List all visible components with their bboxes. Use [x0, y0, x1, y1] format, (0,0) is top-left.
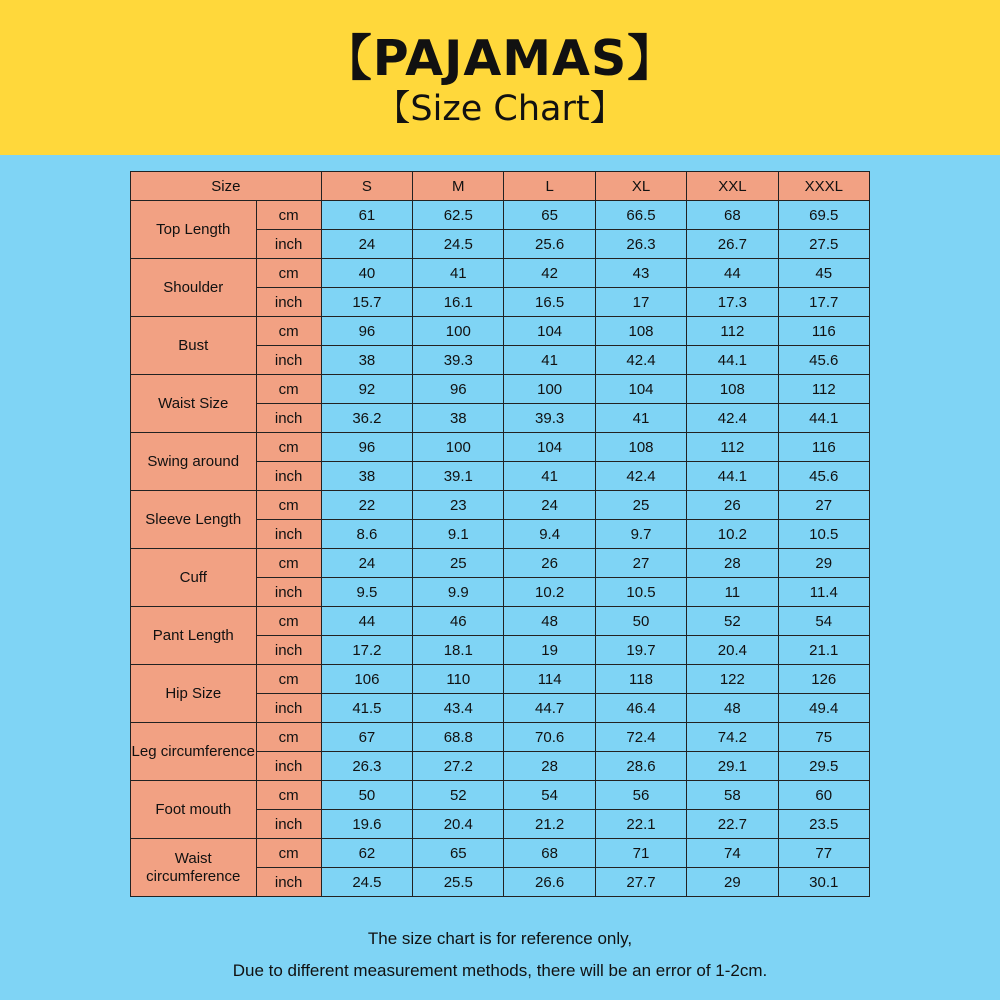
value-cell: 74	[687, 839, 778, 868]
value-cell: 52	[687, 607, 778, 636]
unit-cell: inch	[256, 462, 321, 491]
value-cell: 112	[687, 317, 778, 346]
value-cell: 15.7	[321, 288, 412, 317]
value-cell: 108	[687, 375, 778, 404]
value-cell: 68	[504, 839, 595, 868]
value-cell: 100	[413, 317, 504, 346]
value-cell: 68.8	[413, 723, 504, 752]
value-cell: 44	[687, 259, 778, 288]
value-cell: 16.5	[504, 288, 595, 317]
table-row	[131, 317, 870, 346]
value-cell: 52	[413, 781, 504, 810]
value-cell: 41	[413, 259, 504, 288]
unit-cell: cm	[256, 491, 321, 520]
footnotes	[0, 923, 1000, 988]
footnote-line-1: The size chart is for reference only,	[367, 929, 633, 948]
value-cell: 28	[504, 752, 595, 781]
value-cell: 62.5	[413, 201, 504, 230]
table-row	[131, 433, 870, 462]
table-row	[131, 201, 870, 230]
value-cell: 39.3	[413, 346, 504, 375]
value-cell: 100	[504, 375, 595, 404]
value-cell: 41	[504, 346, 595, 375]
value-cell: 49.4	[778, 694, 869, 723]
value-cell: 71	[595, 839, 686, 868]
value-cell: 29.5	[778, 752, 869, 781]
value-cell: 44.1	[687, 462, 778, 491]
table-row	[131, 491, 870, 520]
column-header-s: S	[321, 172, 412, 201]
value-cell: 56	[595, 781, 686, 810]
value-cell: 61	[321, 201, 412, 230]
value-cell: 126	[778, 665, 869, 694]
value-cell: 8.6	[321, 520, 412, 549]
column-header-l: L	[504, 172, 595, 201]
value-cell: 17.2	[321, 636, 412, 665]
value-cell: 22.1	[595, 810, 686, 839]
value-cell: 23.5	[778, 810, 869, 839]
unit-cell: cm	[256, 375, 321, 404]
value-cell: 20.4	[413, 810, 504, 839]
unit-cell: cm	[256, 259, 321, 288]
value-cell: 48	[504, 607, 595, 636]
row-label: Pant Length	[131, 607, 257, 665]
value-cell: 116	[778, 433, 869, 462]
value-cell: 11	[687, 578, 778, 607]
value-cell: 108	[595, 433, 686, 462]
size-chart-table	[130, 171, 870, 897]
row-label: Bust	[131, 317, 257, 375]
value-cell: 10.5	[595, 578, 686, 607]
value-cell: 66.5	[595, 201, 686, 230]
unit-cell: inch	[256, 752, 321, 781]
value-cell: 38	[321, 346, 412, 375]
value-cell: 74.2	[687, 723, 778, 752]
value-cell: 25.6	[504, 230, 595, 259]
value-cell: 11.4	[778, 578, 869, 607]
value-cell: 20.4	[687, 636, 778, 665]
unit-cell: inch	[256, 520, 321, 549]
value-cell: 9.9	[413, 578, 504, 607]
unit-cell: inch	[256, 578, 321, 607]
size-chart-table-wrap	[130, 171, 870, 897]
table-row	[131, 259, 870, 288]
unit-cell: cm	[256, 607, 321, 636]
unit-cell: inch	[256, 810, 321, 839]
value-cell: 27.2	[413, 752, 504, 781]
value-cell: 19	[504, 636, 595, 665]
value-cell: 42	[504, 259, 595, 288]
value-cell: 108	[595, 317, 686, 346]
value-cell: 39.1	[413, 462, 504, 491]
value-cell: 30.1	[778, 868, 869, 897]
value-cell: 9.1	[413, 520, 504, 549]
value-cell: 27.5	[778, 230, 869, 259]
value-cell: 27	[778, 491, 869, 520]
value-cell: 70.6	[504, 723, 595, 752]
row-label: Top Length	[131, 201, 257, 259]
unit-cell: inch	[256, 404, 321, 433]
value-cell: 65	[413, 839, 504, 868]
value-cell: 28.6	[595, 752, 686, 781]
value-cell: 38	[321, 462, 412, 491]
column-header-m: M	[413, 172, 504, 201]
value-cell: 46	[413, 607, 504, 636]
row-label: Shoulder	[131, 259, 257, 317]
value-cell: 116	[778, 317, 869, 346]
value-cell: 26	[504, 549, 595, 578]
value-cell: 41	[595, 404, 686, 433]
row-label: Cuff	[131, 549, 257, 607]
value-cell: 44.1	[778, 404, 869, 433]
unit-cell: inch	[256, 230, 321, 259]
value-cell: 24.5	[321, 868, 412, 897]
row-label: Sleeve Length	[131, 491, 257, 549]
value-cell: 24	[321, 549, 412, 578]
unit-cell: inch	[256, 694, 321, 723]
unit-cell: inch	[256, 346, 321, 375]
value-cell: 45.6	[778, 462, 869, 491]
value-cell: 36.2	[321, 404, 412, 433]
value-cell: 43	[595, 259, 686, 288]
row-label: Swing around	[131, 433, 257, 491]
value-cell: 48	[687, 694, 778, 723]
value-cell: 65	[504, 201, 595, 230]
value-cell: 50	[595, 607, 686, 636]
value-cell: 104	[504, 317, 595, 346]
table-row	[131, 781, 870, 810]
value-cell: 42.4	[595, 462, 686, 491]
page-title: 【PAJAMAS】	[322, 30, 678, 88]
value-cell: 41.5	[321, 694, 412, 723]
value-cell: 122	[687, 665, 778, 694]
table-head	[131, 172, 870, 201]
value-cell: 42.4	[687, 404, 778, 433]
unit-cell: cm	[256, 781, 321, 810]
value-cell: 106	[321, 665, 412, 694]
value-cell: 19.7	[595, 636, 686, 665]
row-label: Hip Size	[131, 665, 257, 723]
unit-cell: cm	[256, 201, 321, 230]
column-header-xxxl: XXXL	[778, 172, 869, 201]
header-banner	[0, 0, 1000, 155]
unit-cell: inch	[256, 636, 321, 665]
value-cell: 72.4	[595, 723, 686, 752]
table-row	[131, 549, 870, 578]
value-cell: 26	[687, 491, 778, 520]
value-cell: 10.2	[687, 520, 778, 549]
value-cell: 29.1	[687, 752, 778, 781]
value-cell: 17.3	[687, 288, 778, 317]
footnote-line-2: Due to different measurement methods, there will be an error of 1-2cm.	[232, 961, 768, 981]
value-cell: 104	[595, 375, 686, 404]
value-cell: 104	[504, 433, 595, 462]
value-cell: 25.5	[413, 868, 504, 897]
value-cell: 96	[321, 433, 412, 462]
value-cell: 26.3	[321, 752, 412, 781]
unit-cell: cm	[256, 723, 321, 752]
value-cell: 44.1	[687, 346, 778, 375]
table-row	[131, 723, 870, 752]
value-cell: 96	[321, 317, 412, 346]
unit-cell: cm	[256, 665, 321, 694]
value-cell: 112	[778, 375, 869, 404]
value-cell: 26.3	[595, 230, 686, 259]
column-header-xxl: XXL	[687, 172, 778, 201]
value-cell: 27.7	[595, 868, 686, 897]
value-cell: 9.4	[504, 520, 595, 549]
row-label: Foot mouth	[131, 781, 257, 839]
value-cell: 26.7	[687, 230, 778, 259]
value-cell: 44	[321, 607, 412, 636]
value-cell: 44.7	[504, 694, 595, 723]
value-cell: 58	[687, 781, 778, 810]
value-cell: 42.4	[595, 346, 686, 375]
value-cell: 112	[687, 433, 778, 462]
value-cell: 18.1	[413, 636, 504, 665]
table-row	[131, 839, 870, 868]
unit-cell: cm	[256, 317, 321, 346]
value-cell: 41	[504, 462, 595, 491]
table-header-row	[131, 172, 870, 201]
value-cell: 21.2	[504, 810, 595, 839]
value-cell: 9.7	[595, 520, 686, 549]
value-cell: 16.1	[413, 288, 504, 317]
value-cell: 23	[413, 491, 504, 520]
value-cell: 22.7	[687, 810, 778, 839]
value-cell: 67	[321, 723, 412, 752]
value-cell: 46.4	[595, 694, 686, 723]
value-cell: 77	[778, 839, 869, 868]
value-cell: 45.6	[778, 346, 869, 375]
value-cell: 69.5	[778, 201, 869, 230]
value-cell: 17	[595, 288, 686, 317]
value-cell: 96	[413, 375, 504, 404]
unit-cell: cm	[256, 839, 321, 868]
unit-cell: cm	[256, 549, 321, 578]
value-cell: 40	[321, 259, 412, 288]
value-cell: 24.5	[413, 230, 504, 259]
row-label: Waist circumference	[131, 839, 257, 897]
row-label: Waist Size	[131, 375, 257, 433]
value-cell: 39.3	[504, 404, 595, 433]
value-cell: 54	[778, 607, 869, 636]
column-header-size: Size	[131, 172, 322, 201]
value-cell: 118	[595, 665, 686, 694]
table-body	[131, 201, 870, 897]
value-cell: 10.5	[778, 520, 869, 549]
value-cell: 114	[504, 665, 595, 694]
table-row	[131, 375, 870, 404]
value-cell: 54	[504, 781, 595, 810]
value-cell: 9.5	[321, 578, 412, 607]
column-header-xl: XL	[595, 172, 686, 201]
value-cell: 24	[504, 491, 595, 520]
value-cell: 25	[413, 549, 504, 578]
value-cell: 10.2	[504, 578, 595, 607]
unit-cell: inch	[256, 288, 321, 317]
table-row	[131, 607, 870, 636]
unit-cell: inch	[256, 868, 321, 897]
value-cell: 26.6	[504, 868, 595, 897]
table-row	[131, 665, 870, 694]
value-cell: 22	[321, 491, 412, 520]
value-cell: 43.4	[413, 694, 504, 723]
value-cell: 17.7	[778, 288, 869, 317]
row-label: Leg circumference	[131, 723, 257, 781]
value-cell: 25	[595, 491, 686, 520]
value-cell: 28	[687, 549, 778, 578]
value-cell: 62	[321, 839, 412, 868]
value-cell: 29	[778, 549, 869, 578]
value-cell: 21.1	[778, 636, 869, 665]
unit-cell: cm	[256, 433, 321, 462]
value-cell: 50	[321, 781, 412, 810]
value-cell: 27	[595, 549, 686, 578]
value-cell: 45	[778, 259, 869, 288]
value-cell: 110	[413, 665, 504, 694]
value-cell: 100	[413, 433, 504, 462]
value-cell: 60	[778, 781, 869, 810]
value-cell: 92	[321, 375, 412, 404]
value-cell: 38	[413, 404, 504, 433]
value-cell: 24	[321, 230, 412, 259]
value-cell: 68	[687, 201, 778, 230]
value-cell: 75	[778, 723, 869, 752]
page-subtitle: 【Size Chart】	[375, 88, 625, 129]
value-cell: 29	[687, 868, 778, 897]
value-cell: 19.6	[321, 810, 412, 839]
